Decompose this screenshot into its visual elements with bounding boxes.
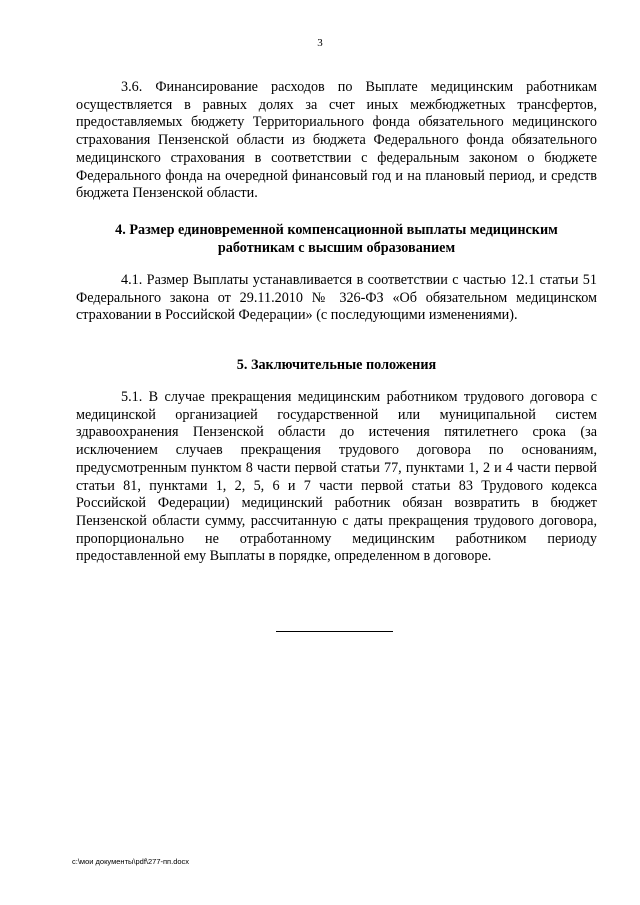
paragraph-5-1: 5.1. В случае прекращения медицинским работником трудового договора с медицинской организацией государственной или муниципальной систем здравоохранения Пензенской области до истечения пятилетнего срока (за исключением случаев прекращения трудового договора по основаниям, предусмотренным пунктом 8 части первой статьи 77, пунктами 1, 2 и 4 части первой статьи 81, пунктами 1, 2, 5, 6 и 7 части первой статьи 83 Трудового кодекса Российской Федерации) медицинский работник обязан возвратить в бюджет Пензенской области сумму, рассчитанную с даты прекращения трудового договора, пропорционально не отработанному медицинским работником периоду предоставленной ему Выплаты в порядке, определенном в договоре. (76, 389, 597, 565)
page-number: 3 (317, 37, 323, 49)
section-4-heading (76, 222, 597, 257)
file-path-footer: c:\мои документы\pdf\277-пп.docx (72, 857, 190, 866)
section-5-heading (76, 357, 597, 375)
paragraph-4-1: 4.1. Размер Выплаты устанавливается в соответствии с частью 12.1 статьи 51 Федерального закона от 29.11.2010 № 326-ФЗ «Об обязательном медицинском страховании в Российской Федерации» (с последующими изменениями). (76, 272, 597, 324)
paragraph-3-6: 3.6. Финансирование расходов по Выплате медицинским работникам осуществляется в равных долях за счет иных межбюджетных трансфертов, предоставляемых бюджету Территориального фонда обязательного медицинского страхования Пензенской области из бюджета Федерального фонда обязательного медицинского страхования в соответствии с федеральным законом о бюджете Федерального фонда на очередной финансовый год и на плановый период, и средств бюджета Пензенской области. (76, 79, 597, 202)
section-4-heading-line-1: 4. Размер единовременной компенсационной выплаты медицинским (115, 222, 558, 238)
section-4-heading-line-2: работникам с высшим образованием (217, 239, 456, 256)
section-5-heading-text: 5. Заключительные положения (236, 357, 437, 373)
closing-divider (276, 631, 393, 632)
